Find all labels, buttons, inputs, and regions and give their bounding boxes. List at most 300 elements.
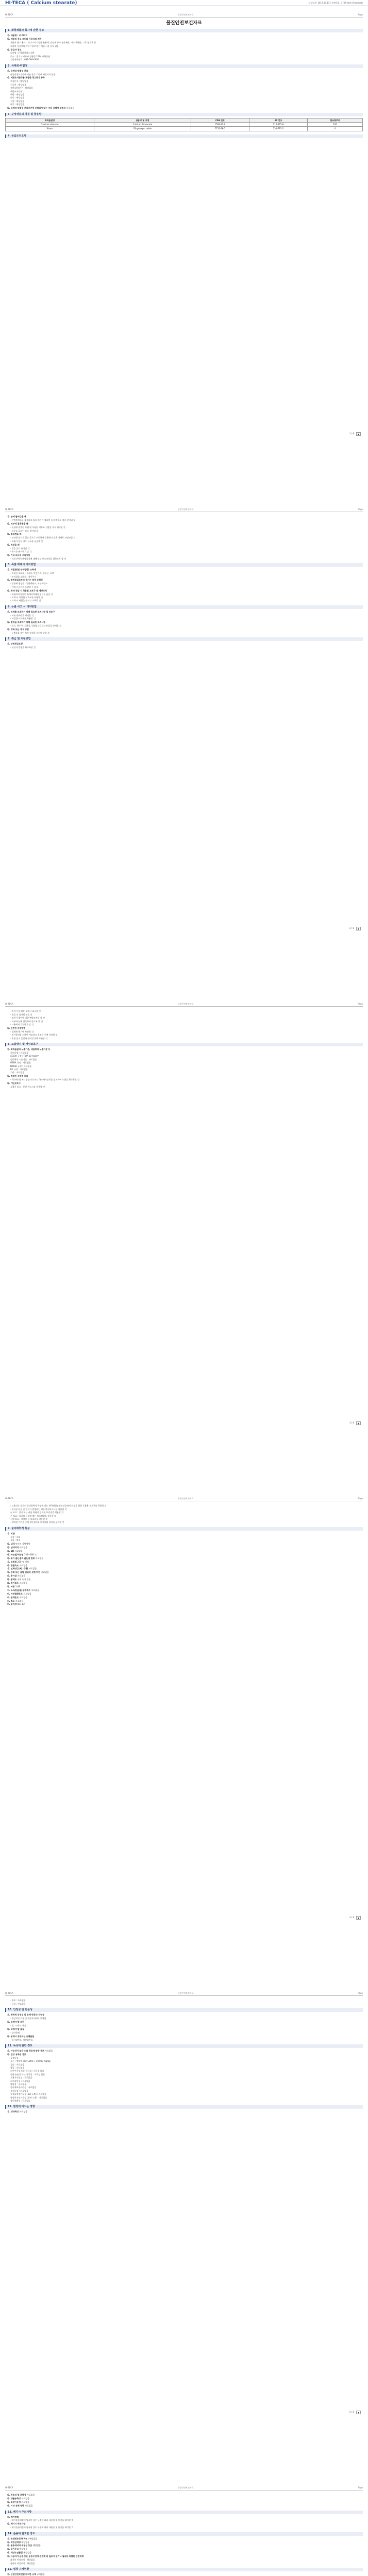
header-right: Page <box>358 13 363 16</box>
item-label: 라. 분해시 생성되는 유해물질 <box>7 2035 35 2038</box>
item-text: 자료없음 <box>23 1592 31 1595</box>
list-item <box>5 642 363 645</box>
item-label: 하. 비중 <box>7 1585 15 1588</box>
list-item <box>5 2039 363 2041</box>
back-to-top-button[interactable]: ▲ <box>356 432 361 436</box>
list-item <box>5 2562 363 2565</box>
list-item <box>5 1030 363 1033</box>
composition-table <box>5 118 363 131</box>
item-text: · 부적절한 소화제 : 직사주수 <box>10 575 37 578</box>
list-item <box>5 2031 363 2034</box>
item-text: 자료없음 <box>19 2110 28 2113</box>
item-text: · 정상적인 저장 및 취급조건에서 안정함 <box>10 2017 46 2020</box>
header-left: HI-TECA <box>5 1003 13 1005</box>
list-item <box>5 1571 363 1573</box>
item-text: · 혼합 금지 물질과 떨어진 곳에 보관할 것 <box>10 1037 47 1040</box>
list-item <box>5 2573 363 2575</box>
item-text: · 국소배기장치 : 공정격리 또는 국소배기장치를 설치하여 노출을 최소화할 것 <box>10 1078 79 1081</box>
item-label: 거. n-옥탄올/물 분배계수 <box>7 1588 31 1591</box>
list-item <box>5 2073 363 2076</box>
item-text: · 모든 점화원을 제거할 것 <box>10 614 34 617</box>
list-item <box>5 2086 363 2089</box>
item-label: 다. 흡입했을 때 <box>7 533 22 536</box>
list-item <box>5 2519 363 2521</box>
list-item <box>5 2099 363 2102</box>
item-text: 해당없음 <box>23 2551 31 2554</box>
list-item <box>5 572 363 574</box>
table-cell: 231-791-2 <box>249 127 308 131</box>
list-item <box>5 2551 363 2554</box>
list-item <box>5 2021 363 2023</box>
list-item <box>5 2035 363 2038</box>
list-item <box>5 2063 363 2066</box>
item-label: 나. 폐기시 주의사항 <box>7 2522 26 2526</box>
item-text: 급성독성 <box>10 2056 19 2059</box>
item-label: 가. 제품명 : <box>7 34 19 37</box>
list-item <box>5 55 363 58</box>
list-item <box>5 45 363 47</box>
list-item <box>5 2526 363 2529</box>
list-item <box>5 1515 363 1517</box>
page-number: 5 / 8 <box>349 2410 354 2413</box>
item-label: 바. 초기 끓는점과 끓는점 범위 <box>7 1556 36 1560</box>
list-item <box>5 624 363 627</box>
header-center: 물질안전보건자료 <box>177 1003 194 1005</box>
list-item <box>5 1075 363 1077</box>
item-text: 자료없음 <box>19 1582 28 1585</box>
list-item <box>5 83 363 86</box>
item-text: 자료없음 <box>19 1596 28 1599</box>
item-text: 예방 : 해당없음 <box>10 93 25 96</box>
list-item <box>5 1518 363 1520</box>
item-text: OSHA 규정 : 자료없음 <box>10 1061 31 1064</box>
item-label: 너. 자연발화온도 <box>7 1592 24 1595</box>
table-header-row <box>6 118 363 122</box>
item-label: 나. 피해야 할 조건 <box>7 2021 24 2024</box>
list-item <box>5 2494 363 2496</box>
list-item <box>5 93 363 96</box>
table-header-cell: 화학물질명 <box>6 118 94 122</box>
item-text: 신호어 : 해당없음 <box>10 83 26 86</box>
item-label: 가. 적절한(및 부적절한) 소화제 <box>7 568 36 571</box>
item-text: 색상 : 백색 <box>10 1539 21 1542</box>
table-row <box>6 127 363 131</box>
table-header-cell: EC 번호 <box>249 118 308 122</box>
page-header <box>5 1497 363 1501</box>
item-text: · 강산화제 <box>10 2031 20 2034</box>
item-text: 자료없음 <box>14 1549 23 1552</box>
back-to-top-button[interactable]: ▲ <box>356 2411 361 2414</box>
item-text: 해당없음 <box>19 2548 28 2551</box>
list-item <box>5 519 363 521</box>
header-right: Page <box>358 508 363 511</box>
list-item <box>5 48 363 51</box>
list-item <box>5 2070 363 2072</box>
list-item <box>5 76 363 79</box>
item-text: 자료없음 <box>27 2494 35 2497</box>
list-item <box>5 1016 363 1019</box>
item-label: 라. 용기등급 <box>7 2548 20 2551</box>
item-text: · 급성 : 자료없음 <box>10 2002 26 2005</box>
item-text: 피부과민성 : 자료없음 <box>10 2079 30 2082</box>
list-item <box>5 611 363 613</box>
table-cell: 0 <box>308 127 363 131</box>
list-item <box>5 628 363 631</box>
list-item <box>5 1521 363 1523</box>
item-text: 폐기 : 해당없음 <box>10 103 25 106</box>
table-cell: Dihydrogen oxide <box>94 127 191 131</box>
list-item <box>5 73 363 76</box>
item-text: 자료없음 <box>28 1567 37 1570</box>
list-item <box>5 1536 363 1538</box>
section-title: 7. 취급 및 저장방법 <box>5 637 363 641</box>
item-label: 카. 증기압 <box>7 1574 18 1578</box>
table-cell: 100 <box>308 122 363 126</box>
header-center: 물질안전보건자료 <box>177 13 194 16</box>
item-label: 러. 점도 <box>7 1599 15 1602</box>
document-page <box>0 1986 368 2418</box>
list-item <box>5 58 363 61</box>
item-label: 다. 개인보호구 <box>7 1082 21 1085</box>
back-to-top-button[interactable]: ▲ <box>356 1421 361 1425</box>
list-item <box>5 1037 363 1040</box>
list-item <box>5 2096 363 2099</box>
list-item <box>5 2501 363 2503</box>
section-title: 2. 유해성·위험성 <box>5 64 363 68</box>
page-header <box>5 508 363 512</box>
item-text: · 수로, 하수구, 지하실, 밀폐공간으로의 유입을 방지할 것 <box>10 624 61 627</box>
list-item <box>5 41 363 44</box>
item-text: 자료없음 <box>21 2497 29 2500</box>
item-text: 생물학적 노출기준 : 자료없음 <box>10 1058 37 1061</box>
item-text: · 적절한 소화제 : 건조사, 탄산가스, 물분무, 포말 <box>10 572 54 575</box>
list-item <box>5 1511 363 1514</box>
item-text: · 정보 : 자료없음 <box>10 1999 26 2002</box>
item-text: · 가열시 용기가 폭발할 수 있음 <box>10 585 38 588</box>
page-footer <box>349 1421 361 1425</box>
item-text: 생식독성 : 자료없음 <box>10 2089 28 2092</box>
item-label: 다. 정화 또는 제거 방법 <box>7 628 29 631</box>
item-label: 마. 기타 의사의 주의사항 <box>7 553 30 556</box>
list-item <box>5 1589 363 1591</box>
list-item <box>5 87 363 89</box>
header-left: HI-TECA <box>5 13 13 16</box>
item-label: 파. 증기밀도 <box>7 1582 20 1585</box>
item-text: · 정전기 방전에 대한 예방조치를 할 것 <box>10 1016 45 1020</box>
item-label: 가. 안전취급요령 <box>7 642 23 646</box>
item-text: 제품의 사용상의 제한 : 알고 있는 제한 사용 용도 없음 <box>10 44 59 47</box>
item-text: 심한 눈손상 또는 자극성 : 자극성 없음 <box>10 2073 45 2076</box>
table-cell: Water <box>6 127 94 131</box>
list-item <box>5 2066 363 2069</box>
list-item <box>5 2057 363 2059</box>
item-text: · 취급 후 철저히 씻을 것 <box>10 1013 32 1016</box>
item-text: 물에 녹지 않음 <box>17 1578 31 1581</box>
item-label: 나. 예방조치문구를 포함한 경고표지 항목 <box>7 76 45 79</box>
list-item <box>5 2013 363 2016</box>
list-item <box>5 2541 363 2544</box>
item-text: 긴급전화번호 : 031-000-0000 <box>10 58 39 61</box>
header-right: Page <box>358 2486 363 2489</box>
page-header <box>5 1992 363 1996</box>
item-text: 성상 : 고체 <box>10 1535 21 1538</box>
list-item <box>5 2558 363 2561</box>
list-item <box>5 2003 363 2005</box>
table-cell: 7732-18-5 <box>191 127 249 131</box>
item-text: 경구 : 랫트에 대한 LD50 > 10,000 mg/kg <box>10 2060 51 2063</box>
header-left: HI-TECA <box>5 1992 13 1994</box>
list-item <box>5 2537 363 2540</box>
item-label: 가. 생태독성 <box>7 2110 20 2113</box>
back-to-top-button[interactable]: ▲ <box>356 1916 361 1920</box>
item-label: 나. 안전한 저장방법 <box>7 1026 26 1029</box>
document-subtitle: 작성일자: 2017.04.11 / 개정번호: 3 / Hi-tech Chemicals <box>308 1 363 4</box>
list-item <box>5 1086 363 1088</box>
list-item <box>5 103 363 106</box>
section-title: 3. 구성성분의 명칭 및 함유량 <box>5 113 363 116</box>
page-number: 4 / 8 <box>349 1916 354 1919</box>
list-item <box>5 2049 363 2052</box>
list-item <box>5 2053 363 2056</box>
list-item <box>5 575 363 578</box>
item-label: 바. 사용자가 운송 또는 운송수단에 관련해 알 필요가 있거나 필요한 특별한 안전대책 <box>7 2555 84 2558</box>
item-text: 흡인유해성 : 자료없음 <box>10 2099 30 2103</box>
item-label: 마. 기타 유해 영향 <box>7 2504 25 2507</box>
item-label: 나. 건강 유해성 정보 <box>7 2053 26 2056</box>
section-title: 4. 응급조치요령 <box>5 134 363 138</box>
item-text: · 밀폐된 용기에 보관할 것 <box>10 1030 34 1033</box>
item-label: 가. 눈에 들어갔을 때 <box>7 515 26 518</box>
item-label: 나. 적절한 공학적 관리 <box>7 1075 28 1078</box>
item-text: 자료없음 <box>31 1588 39 1591</box>
back-to-top-button[interactable]: ▲ <box>356 927 361 930</box>
list-item <box>5 1543 363 1545</box>
item-label: 다. 피해야 할 물질 <box>7 2027 24 2030</box>
table-cell: 216-472-8 <box>249 122 308 126</box>
item-label: 마. 녹는점/어는점 <box>7 1553 24 1556</box>
page-header <box>5 2486 363 2490</box>
header-right: Page <box>358 1003 363 1005</box>
item-label: 다. 공급자 정보 <box>7 48 22 51</box>
list-item <box>5 70 363 72</box>
list-item <box>5 96 363 99</box>
list-item <box>5 2024 363 2027</box>
item-text: 그림문자 : 해당없음 <box>10 80 28 83</box>
list-item <box>5 1603 363 1605</box>
page-header <box>5 1003 363 1007</box>
list-item <box>5 2017 363 2020</box>
list-item <box>5 80 363 82</box>
item-label: 가. 폐기방법 <box>7 2515 19 2518</box>
item-label: 다. 유해성·위험성 분류기준에 포함되지 않는 기타 유해성·위험성 <box>7 107 66 110</box>
item-label: 가. 유엔번호(UN No.) <box>7 2537 29 2540</box>
item-label: 나. 냄새 <box>7 1543 15 1546</box>
list-item <box>5 550 363 553</box>
item-label: 자. 인화성(고체, 기체) <box>7 1567 29 1570</box>
list-item <box>5 547 363 550</box>
list-item <box>5 614 363 617</box>
list-item <box>5 1061 363 1064</box>
item-text: 자료없음 <box>21 2501 29 2504</box>
item-text: 자료없음 <box>66 107 75 110</box>
item-text: · 콘택트렌즈를 착용하고 있고 제거가 쉽다면 즉시 빼내고 계속 씻어낼 것 <box>10 519 76 522</box>
document-page <box>0 502 368 935</box>
item-label: 나. 잔류성 및 분해성 <box>7 2494 27 2497</box>
list-item <box>5 107 363 109</box>
list-item <box>5 621 363 623</box>
list-item <box>5 1071 363 1074</box>
list-item <box>5 2093 363 2095</box>
section-title: 8. 노출방지 및 개인보호구 <box>5 1043 363 1046</box>
item-label: 가. 화학적 안정성 및 유해 반응의 가능성 <box>7 2013 44 2016</box>
item-text: 흡입 : 자료없음 <box>10 2066 25 2069</box>
item-text: · 위험하지 않다면 화재지역에서 용기를 옮길 것 <box>10 592 53 596</box>
table-header-cell: 함유량(%) <box>308 118 363 122</box>
item-text: 607.02 <box>17 1603 25 1606</box>
list-item <box>5 2080 363 2082</box>
list-item <box>5 52 363 54</box>
item-text: · 열, 스파크, 화염 <box>10 2024 26 2027</box>
item-text: 해당없음 <box>21 2540 29 2544</box>
page-footer <box>349 2411 361 2414</box>
list-item <box>5 1585 363 1588</box>
list-item <box>5 1013 363 1016</box>
item-text: · 환기가 잘 되는 곳에서 취급할 것 <box>10 1010 41 1013</box>
page-number: 1 / 8 <box>349 432 354 435</box>
section-title: 5. 폭발·화재시 대처방법 <box>5 563 363 567</box>
list-item <box>5 2076 363 2079</box>
item-text: 회사명 : (주)하이테크 화학 <box>10 52 35 55</box>
item-text: · 소화 시 바람을 등지고 소화할 것 <box>10 599 41 602</box>
item-text: · 고온에서 가열하지 말 것 <box>10 1023 34 1026</box>
item-text: 피부부식성 또는 자극성 : 자극성 없음 <box>10 2070 44 2073</box>
item-label: 나. 피부에 접촉했을 때 <box>7 522 28 526</box>
item-text: 제품의 권고 용도 : 플라스틱 가공용 윤활제, 안정제 등의 첨가제품, 기타 화학품, 고무 첨가제 등 <box>10 41 96 44</box>
list-item <box>5 1504 363 1507</box>
item-label: 가. 외관 <box>7 1532 15 1535</box>
item-text: 자료없음 <box>41 1571 49 1574</box>
item-text: · 신선한 공기가 있는 곳으로 이동하여 호흡하기 쉬운 자세로 안정시킬 것 <box>10 536 76 539</box>
list-item <box>5 2110 363 2113</box>
list-item <box>5 533 363 535</box>
list-item <box>5 589 363 592</box>
section-title: 6. 누출 사고 시 대처방법 <box>5 605 363 609</box>
item-text: 자료없음 <box>35 1556 44 1560</box>
item-text: EU 규정 : 자료없음 <box>10 1068 28 1071</box>
item-text: 자료없음 <box>17 1574 26 1578</box>
header-left: HI-TECA <box>5 508 13 511</box>
list-item <box>5 632 363 634</box>
item-text: · 입자상 물질 및 먼지가 발생하는 경우 방진마스크를 착용할 것 <box>10 1507 67 1511</box>
list-item <box>5 1055 363 1057</box>
msds-title: 물질안전보건자료 <box>166 21 202 26</box>
document-title: HI-TECA ( Calcium stearate) <box>5 0 77 6</box>
item-text: · 열분해 생성물 : 일산화탄소, 이산화탄소 <box>10 582 48 585</box>
item-text: HI-TECA <box>19 34 27 37</box>
item-text: · 작업장 가까운 곳에 세안설비와 비상샤워 설비를 설치할 것 <box>10 1521 64 1524</box>
item-text: 저장 : 해당없음 <box>10 99 25 103</box>
item-label: 라. pH <box>7 1549 15 1552</box>
list-item <box>5 1567 363 1570</box>
item-text: 해당없음 <box>32 2544 41 2547</box>
list-item <box>5 530 363 532</box>
list-item <box>5 1020 363 1023</box>
item-label: 가. 산업안전보건법에 의한 규제 <box>7 2572 37 2575</box>
item-text: 신체 보호 : 작업복 등 보호의를 착용할 것 <box>10 1518 48 1521</box>
section-title: 12. 환경에 미치는 영향 <box>5 2105 363 2109</box>
item-label: 마. 해양오염물질 <box>7 2551 24 2554</box>
list-item <box>5 617 363 620</box>
item-text: 약간의 지방냄새 <box>15 1543 30 1546</box>
item-label: 나. 제품의 권고 용도와 사용상의 제한 <box>7 38 42 41</box>
list-item <box>5 1010 363 1012</box>
section-title: 11. 독성에 관한 정보 <box>5 2044 363 2048</box>
item-text: · 폐기물관리법에 명시된 경우 규정에 따라 내용물 및 용기를 폐기할 것 <box>10 2526 74 2529</box>
document-page <box>0 7 368 440</box>
item-text: · 적절한 보호구를 착용할 것 <box>10 617 36 620</box>
page-header <box>5 13 363 18</box>
header-right: Page <box>358 1992 363 1994</box>
list-item <box>5 34 363 37</box>
item-text: · 호흡이 힘들 경우 산소를 공급할 것 <box>10 539 43 543</box>
item-text: · 직사광선을 피하여 서늘하고 건조한 곳에 저장할 것 <box>10 1033 58 1037</box>
item-label: 가. 인체를 보호하기 위해 필요한 조치사항 및 보호구 <box>7 610 55 613</box>
item-text: · 피부와 눈에 접촉하지 않도록 할 것 <box>10 1020 43 1023</box>
list-item <box>5 1561 363 1563</box>
table-row <box>6 122 363 126</box>
list-item <box>5 522 363 525</box>
list-item <box>5 1048 363 1050</box>
list-item <box>5 38 363 40</box>
item-text: 145~160 ℃ <box>24 1553 37 1556</box>
item-text: · 입을 물로 씻어낼 것 <box>10 547 30 550</box>
list-item <box>5 1532 363 1535</box>
item-text: 경피 : 자료없음 <box>10 2063 25 2066</box>
list-item <box>5 2544 363 2547</box>
header-left: HI-TECA <box>5 2486 13 2489</box>
list-item <box>5 1999 363 2002</box>
list-item <box>5 2555 363 2557</box>
item-label: 가. 화학물질의 노출기준, 생물학적 노출기준 등 <box>7 1048 51 1051</box>
document-page <box>0 2480 368 2576</box>
item-label: 라. 토양이동성 <box>7 2501 22 2504</box>
list-item <box>5 540 363 543</box>
item-text: 특정표적장기독성 (1회 노출) : 자료없음 <box>10 2093 47 2096</box>
list-item <box>5 554 363 556</box>
item-text: 손 보호 : 물질의 특성에 맞는 보호장갑을 착용할 것 <box>10 1514 56 1517</box>
list-item <box>5 1065 363 1067</box>
list-item <box>5 515 363 518</box>
item-text: · 폐기물관리법에 명시된 경우 규정에 따라 내용물 및 용기를 폐기할 것 <box>10 2519 74 2522</box>
item-text: · 노출되는 물질의 물리화학적 특성에 맞는 한국산업안전보건공단의 인증을 필한 호흡용 보호구를 착용할 것 <box>10 1504 107 1507</box>
list-item <box>5 582 363 585</box>
item-text: 화재시 비상조치 : 해당없음 <box>10 2558 35 2562</box>
item-text: 자료없음 <box>45 2049 53 2052</box>
section-title: 13. 폐기시 주의사항 <box>5 2511 363 2514</box>
item-text: 생식세포변이원성 : 자료없음 <box>10 2086 37 2089</box>
item-text: · 일산화탄소, 이산화탄소 <box>10 2038 33 2041</box>
item-text: 자료없음 <box>19 1546 28 1549</box>
page-footer <box>349 432 361 436</box>
list-item <box>5 1033 363 1036</box>
item-label: 다. 화재 진압 시 착용할 보호구 및 예방조치 <box>7 589 47 592</box>
item-text: · 누출물을 쓸어 모아 적절한 용기에 담을 것 <box>10 631 49 634</box>
list-item <box>5 1068 363 1071</box>
item-label: 나. 환경을 보호하기 위해 필요한 조치사항 <box>7 620 46 623</box>
item-text: 자료없음 <box>15 1599 24 1602</box>
page-footer <box>349 927 361 930</box>
header-center: 물질안전보건자료 <box>177 1497 194 1500</box>
